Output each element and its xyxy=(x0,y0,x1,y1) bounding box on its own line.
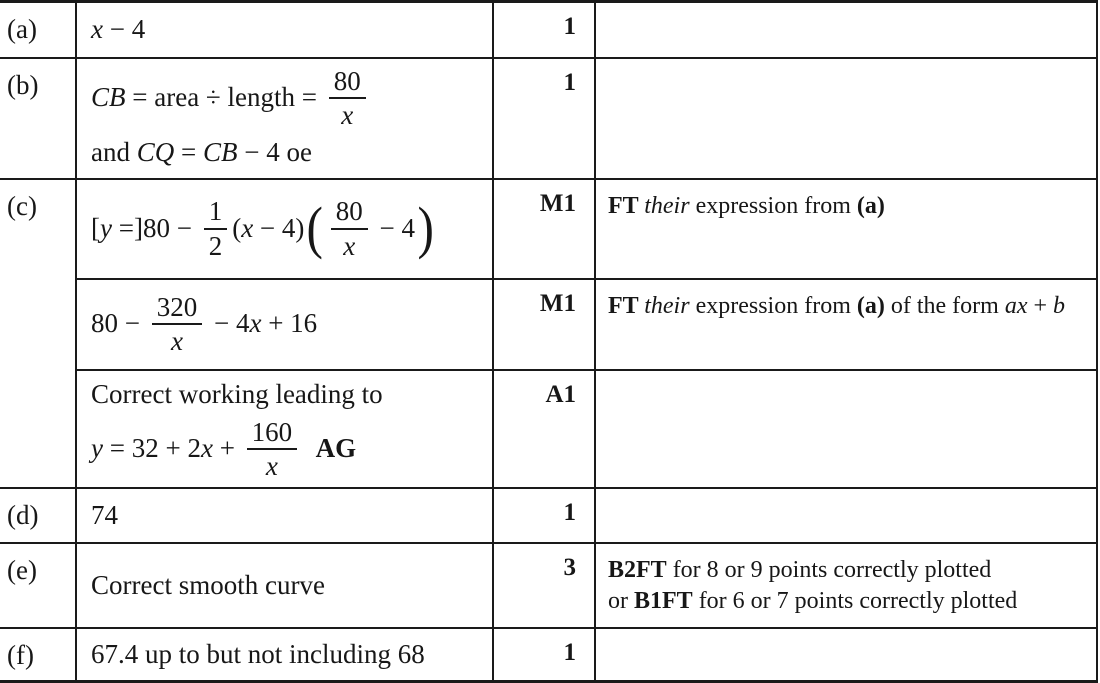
part-label: (c) xyxy=(7,190,37,221)
fraction-denominator: 2 xyxy=(208,230,223,261)
math-token: − 4 xyxy=(207,308,250,339)
math-token: 67.4 up to but not including 68 xyxy=(91,638,425,669)
mark-value: M1 xyxy=(539,289,576,317)
fraction-bar xyxy=(247,448,298,450)
fraction-denominator: x xyxy=(343,230,356,261)
part-label: (d) xyxy=(7,500,39,531)
answer-line xyxy=(91,196,488,260)
math-token: of the form xyxy=(884,292,1005,319)
guidance-line xyxy=(608,555,1092,586)
fraction-bar xyxy=(329,97,366,99)
answer-line xyxy=(91,568,488,603)
mark-value: A1 xyxy=(545,380,576,408)
math-token: or xyxy=(608,588,634,615)
answer-line xyxy=(91,66,488,130)
fraction-bar xyxy=(204,228,228,230)
math-token: expression from xyxy=(689,292,857,319)
fraction-numerator: 320 xyxy=(156,291,198,322)
mark-cell xyxy=(493,628,595,681)
answer-line xyxy=(91,637,488,672)
math-token: + xyxy=(1027,292,1054,319)
part-label: (e) xyxy=(7,555,37,586)
mark-cell xyxy=(493,370,595,489)
answer-line xyxy=(91,417,488,481)
table-row-e xyxy=(0,543,1097,628)
answer-cell xyxy=(76,58,493,179)
math-token: = 32 + 2 xyxy=(102,433,201,464)
guidance-line xyxy=(608,291,1092,322)
guidance-line xyxy=(608,191,1092,222)
math-token: ax xyxy=(1004,292,1028,319)
table-row-c2 xyxy=(0,279,1097,370)
part-cell xyxy=(0,543,76,628)
part-label: (b) xyxy=(7,69,39,100)
guidance-line xyxy=(608,586,1092,617)
answer-cell xyxy=(76,370,493,489)
mark-scheme-body xyxy=(0,2,1097,682)
fraction-denominator: x xyxy=(341,99,354,130)
guidance-cell xyxy=(595,628,1097,681)
math-token: AG xyxy=(315,433,357,464)
fraction-numerator: 80 xyxy=(335,196,363,227)
part-label: (a) xyxy=(7,14,37,44)
fraction-bar xyxy=(331,228,368,230)
fraction-numerator: 80 xyxy=(333,65,361,96)
math-token: ( xyxy=(232,212,242,243)
math-token: b xyxy=(1053,292,1066,319)
math-token: CB xyxy=(202,137,238,168)
table-row-f xyxy=(0,628,1097,681)
math-token: − 4) xyxy=(253,212,305,243)
math-token: 80 − xyxy=(91,308,147,339)
mark-value: 3 xyxy=(563,554,576,582)
mark-cell xyxy=(493,58,595,179)
math-token: − 4 oe xyxy=(237,137,312,168)
math-token: FT xyxy=(608,292,645,319)
math-token: CQ xyxy=(136,137,175,168)
answer-cell xyxy=(76,2,493,58)
guidance-cell xyxy=(595,543,1097,628)
fraction-denominator: x xyxy=(170,326,183,356)
part-label: (f) xyxy=(7,640,34,671)
part-cell xyxy=(0,179,76,489)
math-token: their xyxy=(644,292,690,319)
guidance-cell xyxy=(595,488,1097,543)
answer-cell xyxy=(76,179,493,279)
answer-line xyxy=(91,135,488,170)
answer-line xyxy=(91,292,488,356)
guidance-cell xyxy=(595,370,1097,489)
math-token: B1FT xyxy=(634,588,693,615)
big-paren: ) xyxy=(417,195,434,261)
mark-cell xyxy=(493,279,595,370)
math-token: [ xyxy=(91,212,100,243)
mark-value: 1 xyxy=(563,68,576,96)
fraction xyxy=(204,196,228,260)
math-token: (a) xyxy=(856,192,885,219)
fraction xyxy=(331,196,368,260)
mark-value: 1 xyxy=(563,499,576,527)
fraction xyxy=(152,292,203,356)
table-row-c3 xyxy=(0,370,1097,489)
answer-cell xyxy=(76,488,493,543)
mark-cell xyxy=(493,2,595,58)
answer-line xyxy=(91,377,488,412)
math-token: − 4 xyxy=(372,212,415,243)
math-token: for 8 or 9 points correctly plotted xyxy=(666,557,992,584)
guidance-cell xyxy=(595,279,1097,370)
guidance-cell xyxy=(595,58,1097,179)
math-token: + xyxy=(212,433,242,464)
table-row-c1 xyxy=(0,179,1097,279)
math-token: = xyxy=(174,137,203,168)
part-cell xyxy=(0,58,76,179)
math-token: and xyxy=(91,137,137,168)
math-token: CB xyxy=(91,82,126,113)
mark-cell xyxy=(493,179,595,279)
fraction-numerator: 160 xyxy=(251,416,293,447)
mark-cell xyxy=(493,543,595,628)
math-token: + 16 xyxy=(261,308,318,339)
math-token: x xyxy=(249,308,262,339)
math-token: B2FT xyxy=(608,557,667,584)
math-token: = area ÷ length = xyxy=(125,82,324,113)
mark-value: 1 xyxy=(563,639,576,667)
math-token: 74 xyxy=(91,500,118,531)
math-token: y xyxy=(91,433,103,464)
mark-cell xyxy=(493,488,595,543)
fraction-numerator: 1 xyxy=(208,196,223,227)
answer-cell xyxy=(76,628,493,681)
guidance-cell xyxy=(595,2,1097,58)
guidance-cell xyxy=(595,179,1097,279)
math-token: y xyxy=(100,212,112,243)
mark-value: M1 xyxy=(539,189,576,217)
part-cell xyxy=(0,628,76,681)
part-cell xyxy=(0,2,76,58)
math-token: Correct working leading to xyxy=(91,378,383,409)
math-token: =]80 − xyxy=(111,212,199,243)
answer-cell xyxy=(76,279,493,370)
math-token: expression from xyxy=(689,192,857,219)
math-token: − 4 xyxy=(102,14,146,45)
answer-cell xyxy=(76,543,493,628)
math-token: for 6 or 7 points correctly plotted xyxy=(692,588,1018,615)
math-token: x xyxy=(200,433,213,464)
table-row-a xyxy=(0,2,1097,58)
math-token xyxy=(302,431,316,466)
math-token: FT xyxy=(608,192,645,219)
big-paren: ( xyxy=(306,195,324,261)
math-token: their xyxy=(644,192,690,219)
part-cell xyxy=(0,488,76,543)
fraction xyxy=(247,417,298,481)
table-row-d xyxy=(0,488,1097,543)
math-token: x xyxy=(241,212,254,243)
answer-line xyxy=(91,12,488,47)
math-token: x xyxy=(91,14,103,45)
fraction-bar xyxy=(152,323,203,325)
fraction-denominator: x xyxy=(265,450,278,481)
math-token: Correct smooth curve xyxy=(91,570,325,601)
answer-line xyxy=(91,498,488,533)
fraction xyxy=(329,66,366,130)
math-token: (a) xyxy=(856,292,885,319)
mark-value: 1 xyxy=(563,13,576,40)
table-row-b xyxy=(0,58,1097,179)
